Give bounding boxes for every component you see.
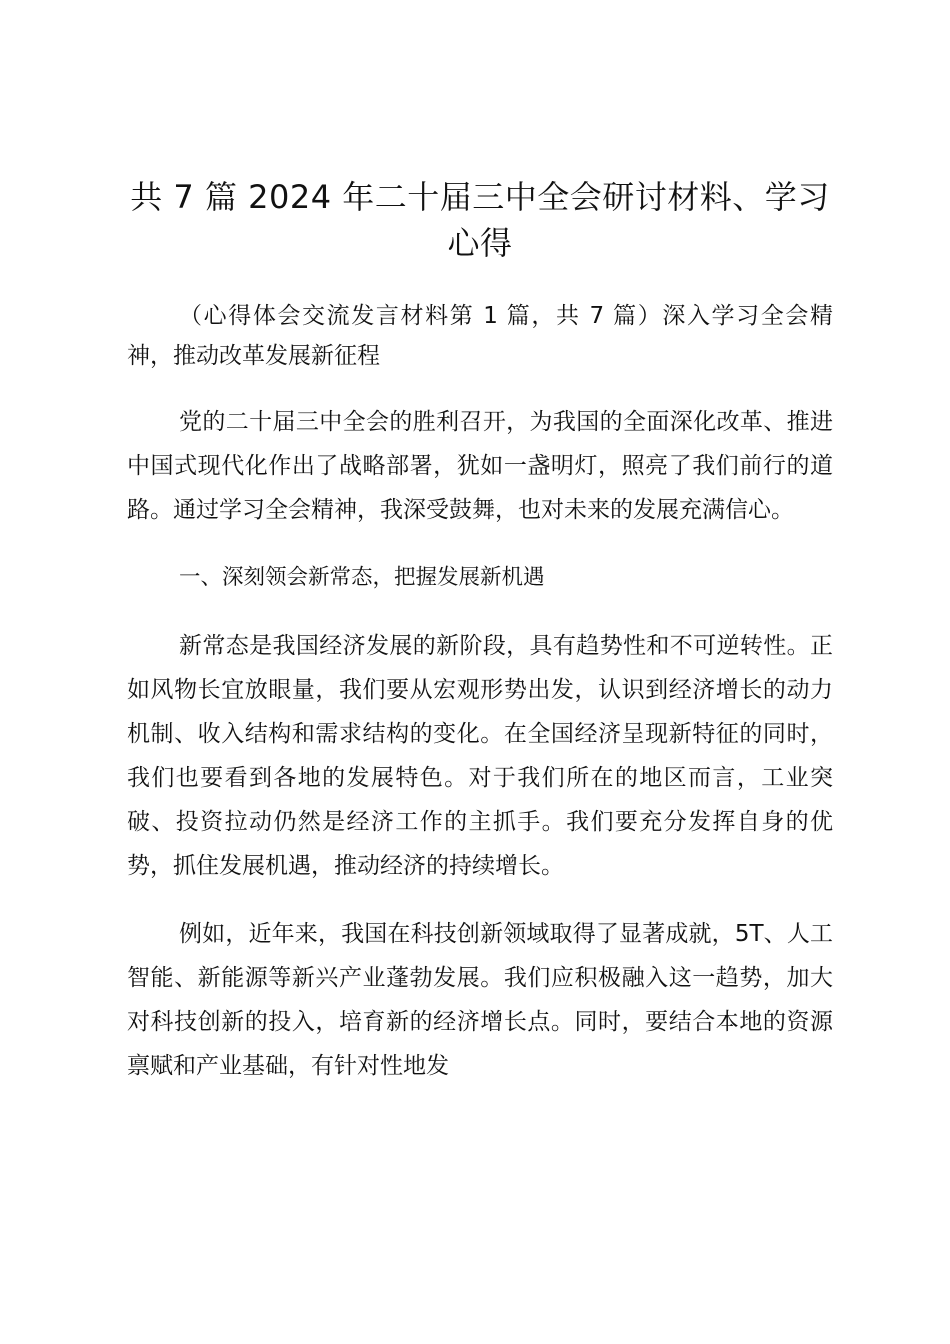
section-heading-1: 一、深刻领会新常态，把握发展新机遇 [179, 565, 545, 590]
paragraph-example: 例如，近年来，我国在科技创新领域取得了显著成就，5T、人工智能、新能源等新兴产业蓬勃发展。我们应积极融入这一趋势，加大对科技创新的投入，培育新的经济增长点。同时，要结合本地的资源禀赋和产业基础，有针对性地发 [127, 921, 833, 1079]
document-subtitle: （心得体会交流发言材料第 1 篇，共 7 篇）深入学习全会精神，推动改革发展新征程 [127, 303, 833, 369]
paragraph-intro: 党的二十届三中全会的胜利召开，为我国的全面深化改革、推进中国式现代化作出了战略部署，犹如一盏明灯，照亮了我们前行的道路。通过学习全会精神，我深受鼓舞，也对未来的发展充满信心。 [127, 409, 833, 523]
paragraph-new-normal: 新常态是我国经济发展的新阶段，具有趋势性和不可逆转性。正如风物长宜放眼量，我们要从宏观形势出发，认识到经济增长的动力机制、收入结构和需求结构的变化。在全国经济呈现新特征的同时，我们也要看到各地的发展特色。对于我们所在的地区而言，工业突破、投资拉动仍然是经济工作的主抓手。我们要充分发挥自身的优势，抓住发展机遇，推动经济的持续增长。 [127, 633, 833, 879]
document-body [127, 174, 833, 1088]
document-title: 共 7 篇 2024 年二十届三中全会研讨材料、学习心得 [130, 178, 830, 262]
